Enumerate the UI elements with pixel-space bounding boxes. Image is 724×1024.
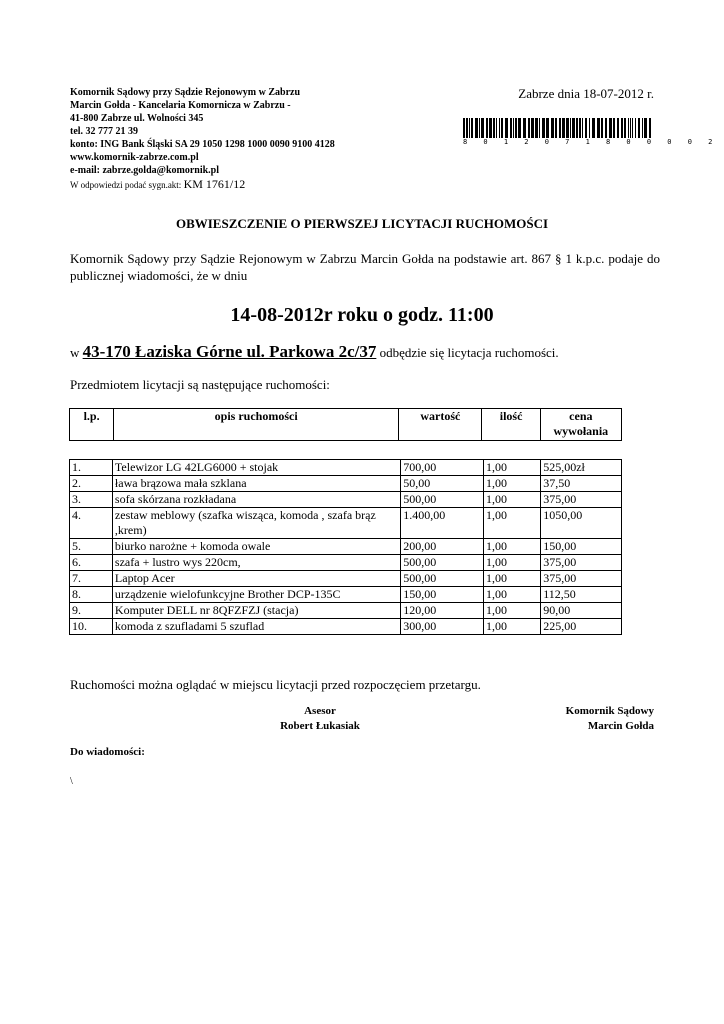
table-cell: 90,00 xyxy=(541,603,622,619)
table-cell: 500,00 xyxy=(401,492,484,508)
table-cell: 37,50 xyxy=(541,476,622,492)
header-cell: l.p. xyxy=(70,409,114,441)
table-cell: 150,00 xyxy=(401,587,484,603)
header-cell: opis ruchomości xyxy=(114,409,399,441)
table-cell: Laptop Acer xyxy=(112,571,400,587)
viewing-note: Ruchomości można oglądać w miejscu licytacji przed rozpoczęciem przetargu. xyxy=(70,677,481,692)
table-cell: 1,00 xyxy=(483,492,540,508)
table-cell: 1,00 xyxy=(483,587,540,603)
barcode-digits: 8 0 1 2 0 7 1 8 0 0 0 0 2 xyxy=(463,138,719,146)
table-cell: 1,00 xyxy=(483,460,540,476)
bailiff-signature xyxy=(566,704,654,734)
table-cell: 1050,00 xyxy=(541,508,622,539)
table-cell: 1,00 xyxy=(483,508,540,539)
table-row xyxy=(70,619,622,635)
table-cell: 10. xyxy=(70,619,113,635)
table-row xyxy=(70,555,622,571)
table-cell: 200,00 xyxy=(401,539,484,555)
items-table xyxy=(69,459,622,635)
location-suffix: odbędzie się licytacja ruchomości. xyxy=(379,345,559,360)
case-reference-label: W odpowiedzi podać sygn.akt: xyxy=(70,180,182,190)
assessor-signature xyxy=(250,704,390,734)
table-cell: 1. xyxy=(70,460,113,476)
table-cell: 2. xyxy=(70,476,113,492)
location-prefix: w xyxy=(70,345,80,360)
table-cell: 120,00 xyxy=(401,603,484,619)
items-lead: Przedmiotem licytacji są następujące ruchomości: xyxy=(70,377,330,392)
table-cell: zestaw meblowy (szafka wisząca, komoda , szafa brąz ,krem) xyxy=(112,508,400,539)
table-cell: 1,00 xyxy=(483,619,540,635)
sender-header xyxy=(70,86,335,192)
table-cell: 375,00 xyxy=(541,571,622,587)
table-cell: 300,00 xyxy=(401,619,484,635)
table-cell: 50,00 xyxy=(401,476,484,492)
table-cell: urządzenie wielofunkcyjne Brother DCP-135C xyxy=(112,587,400,603)
table-cell: 500,00 xyxy=(401,555,484,571)
table-row xyxy=(70,508,622,539)
table-cell: 150,00 xyxy=(541,539,622,555)
table-cell: 500,00 xyxy=(401,571,484,587)
table-cell: 5. xyxy=(70,539,113,555)
table-cell: sofa skórzana rozkładana xyxy=(112,492,400,508)
table-cell: 1,00 xyxy=(483,555,540,571)
table-row xyxy=(70,571,622,587)
header-cell: wartość xyxy=(399,409,482,441)
table-cell: szafa + lustro wys 220cm, xyxy=(112,555,400,571)
table-cell: 9. xyxy=(70,603,113,619)
table-cell: biurko narożne + komoda owale xyxy=(112,539,400,555)
assessor-role: Asesor xyxy=(304,705,336,717)
table-row xyxy=(70,460,622,476)
barcode-icon xyxy=(463,118,719,148)
header-line: Komornik Sądowy przy Sądzie Rejonowym w Zabrzu xyxy=(70,87,301,98)
table-cell: 1,00 xyxy=(483,476,540,492)
document-date: Zabrze dnia 18-07-2012 r. xyxy=(518,86,654,101)
stray-mark: \ xyxy=(70,776,73,787)
table-cell: komoda z szufladami 5 szuflad xyxy=(112,619,400,635)
header-line: 41-800 Zabrze ul. Wolności 345 xyxy=(70,113,204,124)
table-cell: 700,00 xyxy=(401,460,484,476)
bailiff-role: Komornik Sądowy xyxy=(565,705,654,717)
items-table-header xyxy=(69,408,622,441)
table-cell: 1,00 xyxy=(483,603,540,619)
table-cell: 1,00 xyxy=(483,539,540,555)
assessor-name: Robert Łukasiak xyxy=(280,720,360,732)
case-reference-number: KM 1761/12 xyxy=(183,177,246,191)
table-cell: 225,00 xyxy=(541,619,622,635)
header-line: Marcin Gołda - Kancelaria Komornicza w Zabrzu - xyxy=(70,100,291,111)
table-cell: ława brązowa mała szklana xyxy=(112,476,400,492)
document-title: OBWIESZCZENIE O PIERWSZEJ LICYTACJI RUCHOMOŚCI xyxy=(175,216,549,231)
location-address: 43-170 Łaziska Górne ul. Parkowa 2c/37 xyxy=(82,342,377,361)
auction-location xyxy=(70,342,559,362)
table-cell: 4. xyxy=(70,508,113,539)
table-row xyxy=(70,492,622,508)
auction-datetime: 14-08-2012r roku o godz. 11:00 xyxy=(230,304,494,326)
table-row xyxy=(70,603,622,619)
table-cell: 8. xyxy=(70,587,113,603)
table-cell: 375,00 xyxy=(541,492,622,508)
header-line: konto: ING Bank Śląski SA 29 1050 1298 1000 0090 9100 4128 xyxy=(70,139,335,150)
table-cell: 7. xyxy=(70,571,113,587)
header-line: www.komornik-zabrze.com.pl xyxy=(70,152,199,163)
case-reference xyxy=(70,178,335,192)
table-cell: 525,00zł xyxy=(541,460,622,476)
table-cell: 1.400,00 xyxy=(401,508,484,539)
table-row xyxy=(70,539,622,555)
table-row xyxy=(70,587,622,603)
table-cell: 375,00 xyxy=(541,555,622,571)
table-cell: Telewizor LG 42LG6000 + stojak xyxy=(112,460,400,476)
intro-paragraph: Komornik Sądowy przy Sądzie Rejonowym w Zabrzu Marcin Gołda na podstawie art. 867 § 1 k.p.c. podaje do publicznej wiadomości, że w dniu xyxy=(70,251,660,283)
table-cell: 6. xyxy=(70,555,113,571)
notice-label: Do wiadomości: xyxy=(70,746,145,758)
header-line: tel. 32 777 21 39 xyxy=(70,126,139,137)
header-line: e-mail: zabrze.golda@komornik.pl xyxy=(70,165,220,176)
header-cell: ilość xyxy=(482,409,540,441)
table-cell: Komputer DELL nr 8QFZFZJ (stacja) xyxy=(112,603,400,619)
table-cell: 1,00 xyxy=(483,571,540,587)
header-cell: cena wywołania xyxy=(540,409,621,441)
table-cell: 3. xyxy=(70,492,113,508)
bailiff-name: Marcin Gołda xyxy=(587,720,654,732)
table-row xyxy=(70,476,622,492)
table-cell: 112,50 xyxy=(541,587,622,603)
